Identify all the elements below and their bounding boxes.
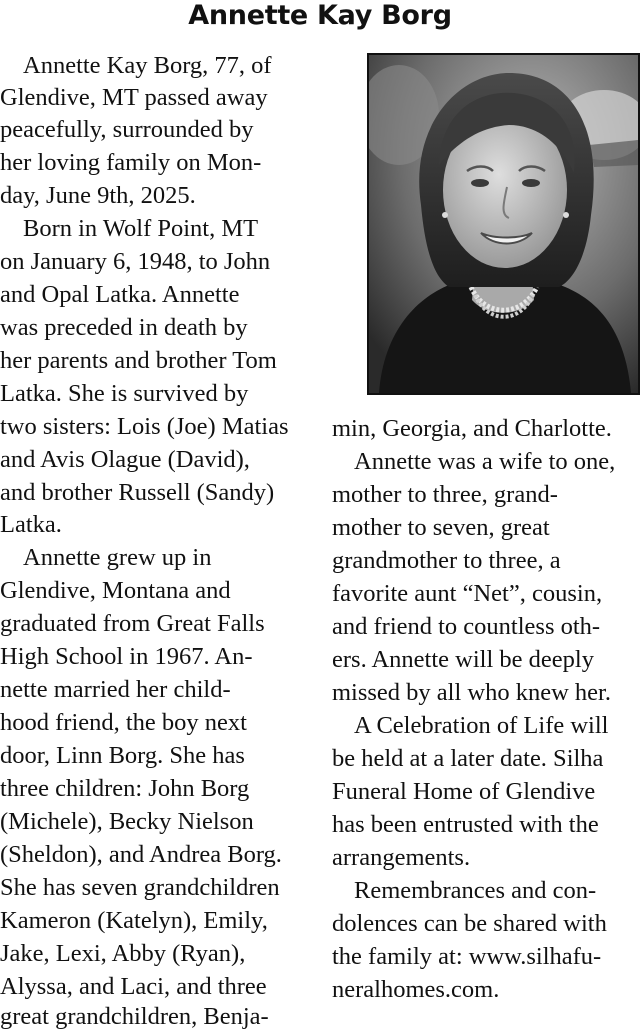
text-line: hood friend, the boy next bbox=[0, 709, 247, 736]
text-line: Glendive, Montana and bbox=[0, 577, 231, 604]
text-line: Funeral Home of Glendive bbox=[332, 778, 596, 805]
text-line: on January 6, 1948, to John bbox=[0, 248, 271, 275]
text-line: graduated from Great Falls bbox=[0, 610, 265, 637]
text-line: door, Linn Borg. She has bbox=[0, 742, 245, 769]
text-line: Latka. She is survived by bbox=[0, 380, 249, 407]
text-line: Annette Kay Borg, 77, of bbox=[23, 52, 272, 79]
text-line: mother to seven, great bbox=[332, 514, 550, 541]
text-line: her parents and brother Tom bbox=[0, 347, 277, 374]
text-line: Alyssa, and Laci, and three bbox=[0, 973, 267, 1000]
text-line: High School in 1967. An- bbox=[0, 643, 253, 670]
text-line: was preceded in death by bbox=[0, 314, 248, 341]
text-line: Annette was a wife to one, bbox=[354, 448, 616, 475]
text-line: the family at: www.silhafu- bbox=[332, 943, 602, 970]
text-line: and Avis Olague (David), bbox=[0, 446, 250, 473]
text-line: (Sheldon), and Andrea Borg. bbox=[0, 841, 282, 868]
text-line: ers. Annette will be deeply bbox=[332, 646, 594, 673]
text-line: arrangements. bbox=[332, 844, 471, 871]
text-line: nette married her child- bbox=[0, 676, 231, 703]
text-line: two sisters: Lois (Joe) Matias bbox=[0, 413, 289, 440]
text-line: A Celebration of Life will bbox=[354, 712, 609, 739]
text-line: neralhomes.com. bbox=[332, 976, 500, 1003]
text-line: Remembrances and con- bbox=[354, 877, 597, 904]
text-line: three children: John Borg bbox=[0, 775, 250, 802]
text-line: grandmother to three, a bbox=[332, 547, 561, 574]
text-line: Annette grew up in bbox=[23, 544, 212, 571]
text-line: and friend to countless oth- bbox=[332, 613, 601, 640]
text-line: great grandchildren, Benja- bbox=[0, 1003, 269, 1030]
text-line: Born in Wolf Point, MT bbox=[23, 215, 259, 242]
text-line: and Opal Latka. Annette bbox=[0, 281, 240, 308]
portrait-photo bbox=[367, 53, 640, 395]
text-line: be held at a later date. Silha bbox=[332, 745, 604, 772]
text-line: Jake, Lexi, Abby (Ryan), bbox=[0, 940, 246, 967]
text-line: favorite aunt “Net”, cousin, bbox=[332, 580, 603, 607]
text-line: dolences can be shared with bbox=[332, 910, 607, 937]
text-line: Latka. bbox=[0, 511, 62, 538]
text-line: peacefully, surrounded by bbox=[0, 116, 254, 143]
text-line: min, Georgia, and Charlotte. bbox=[332, 415, 612, 442]
text-line: Glendive, MT passed away bbox=[0, 84, 268, 111]
text-line: She has seven grandchildren bbox=[0, 874, 280, 901]
text-line: mother to three, grand- bbox=[332, 481, 558, 508]
text-line: and brother Russell (Sandy) bbox=[0, 479, 275, 506]
text-line: her loving family on Mon- bbox=[0, 149, 262, 176]
text-line: has been entrusted with the bbox=[332, 811, 599, 838]
text-line: missed by all who knew her. bbox=[332, 679, 611, 706]
text-line: (Michele), Becky Nielson bbox=[0, 808, 254, 835]
text-line: day, June 9th, 2025. bbox=[0, 182, 196, 209]
portrait-illustration bbox=[369, 55, 638, 393]
obituary-title: Annette Kay Borg bbox=[188, 0, 452, 31]
text-line: Kameron (Katelyn), Emily, bbox=[0, 907, 268, 934]
